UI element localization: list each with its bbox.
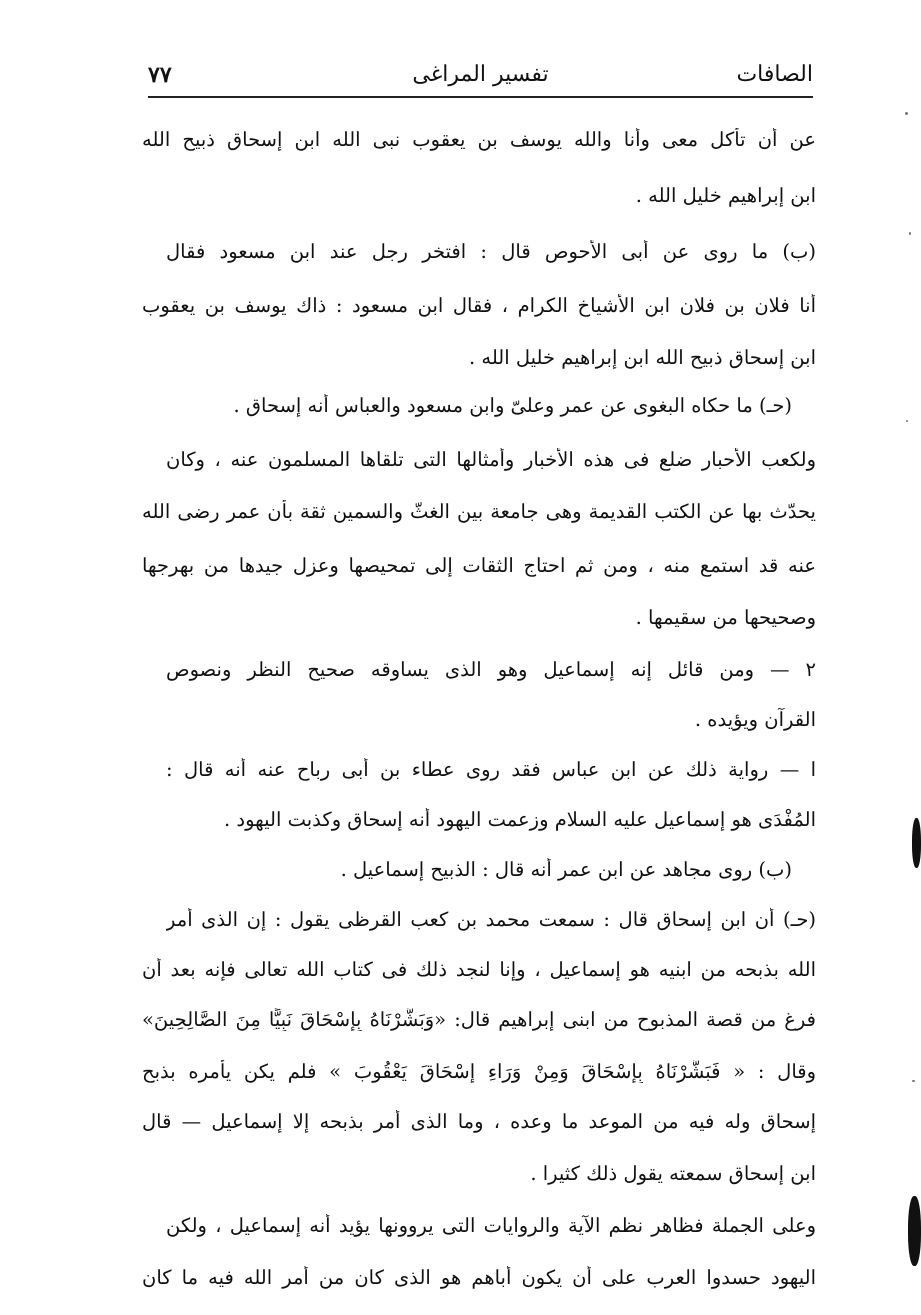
text-line: اليهود حسدوا العرب على أن يكون أباهم هو الذى كان من أمر الله فيه ما كان bbox=[142, 1266, 816, 1289]
text-line: وعلى الجملة فظاهر نظم الآية والروايات التى يروونها يؤيد أنه إسماعيل ، ولكن bbox=[166, 1214, 816, 1237]
text-line: القرآن ويؤيده . bbox=[694, 708, 816, 731]
text-line: ا — رواية ذلك عن ابن عباس فقد روى عطاء بن أبى رباح عنه أنه قال : bbox=[166, 758, 816, 781]
text-line: فرغ من قصة المذبوح من ابنى إبراهيم قال: «وَبَشَّرْنَاهُ بِإِسْحَاقَ نَبِيًّا مِنَ الصَّالِحِينَ» bbox=[142, 1008, 816, 1031]
text-line: (حـ) أن ابن إسحاق قال : سمعت محمد بن كعب القرظى يقول : إن الذى أمر bbox=[166, 908, 816, 931]
text-line: (حـ) ما حكاه البغوى عن عمر وعلىّ وابن مسعود والعباس أنه إسحاق . bbox=[233, 394, 792, 417]
text-line: الله بذبحه من ابنيه هو إسماعيل ، وإنا لنجد ذلك فى كتاب الله تعالى فإنه بعد أن bbox=[142, 958, 816, 981]
page-number: ٧٧ bbox=[148, 62, 172, 88]
text-line: ابن إسحاق ذبيح الله ابن إبراهيم خليل الله . bbox=[468, 346, 816, 369]
text-line: وصحيحها من سقيمها . bbox=[635, 606, 816, 629]
text-line: (ب) روى مجاهد عن ابن عمر أنه قال : الذبيح إسماعيل . bbox=[340, 858, 792, 881]
text-line: ولكعب الأحبار ضلع فى هذه الأخبار وأمثالها التى تلقاها المسلمون عنه ، وكان bbox=[166, 448, 816, 471]
running-head-surah: الصافات bbox=[736, 62, 813, 87]
text-line: وقال : « فَبَشَّرْنَاهُ بِإِسْحَاقَ وَمِنْ وَرَاءِ إِسْحَاقَ يَعْقُوبَ » فلم يكن يأمره بذبح bbox=[142, 1060, 816, 1083]
header-divider bbox=[148, 96, 813, 98]
text-line: عنه قد استمع منه ، ومن ثم احتاج الثقات إلى تمحيصها وعزل جيدها من بهرجها bbox=[142, 554, 816, 577]
scan-speck bbox=[906, 420, 908, 422]
text-line: (ب) ما روى عن أبى الأحوص قال : افتخر رجل عند ابن مسعود فقال bbox=[166, 240, 816, 263]
text-line: المُفْدَى هو إسماعيل عليه السلام وزعمت اليهود أنه إسحاق وكذبت اليهود . bbox=[224, 808, 816, 831]
scan-speck bbox=[912, 1080, 915, 1082]
scan-speck bbox=[909, 232, 911, 235]
scan-edge-mark bbox=[908, 1196, 921, 1266]
text-line: يحدّث بها عن الكتب القديمة وهى جامعة بين الغثّ والسمين ثقة بأن عمر رضى الله bbox=[142, 500, 816, 523]
text-line: ٢ — ومن قائل إنه إسماعيل وهو الذى يساوقه صحيح النظر ونصوص bbox=[166, 658, 816, 681]
scan-speck bbox=[905, 112, 908, 115]
scan-edge-mark bbox=[912, 818, 921, 868]
text-line: أنا فلان بن فلان ابن الأشياخ الكرام ، فقال ابن مسعود : ذاك يوسف بن يعقوب bbox=[142, 294, 816, 317]
text-line: عن أن تأكل معى وأنا والله يوسف بن يعقوب نبى الله ابن إسحاق ذبيح الله bbox=[142, 128, 816, 151]
text-line: إسحاق وله فيه من الموعد ما وعده ، وما الذى أمر بذبحه إلا إسماعيل — قال bbox=[142, 1110, 816, 1133]
running-head-book-title: تفسير المراغى bbox=[412, 62, 549, 87]
text-line: ابن إسحاق سمعته يقول ذلك كثيرا . bbox=[530, 1162, 816, 1185]
page-header bbox=[148, 58, 813, 98]
text-line: ابن إبراهيم خليل الله . bbox=[635, 184, 816, 207]
